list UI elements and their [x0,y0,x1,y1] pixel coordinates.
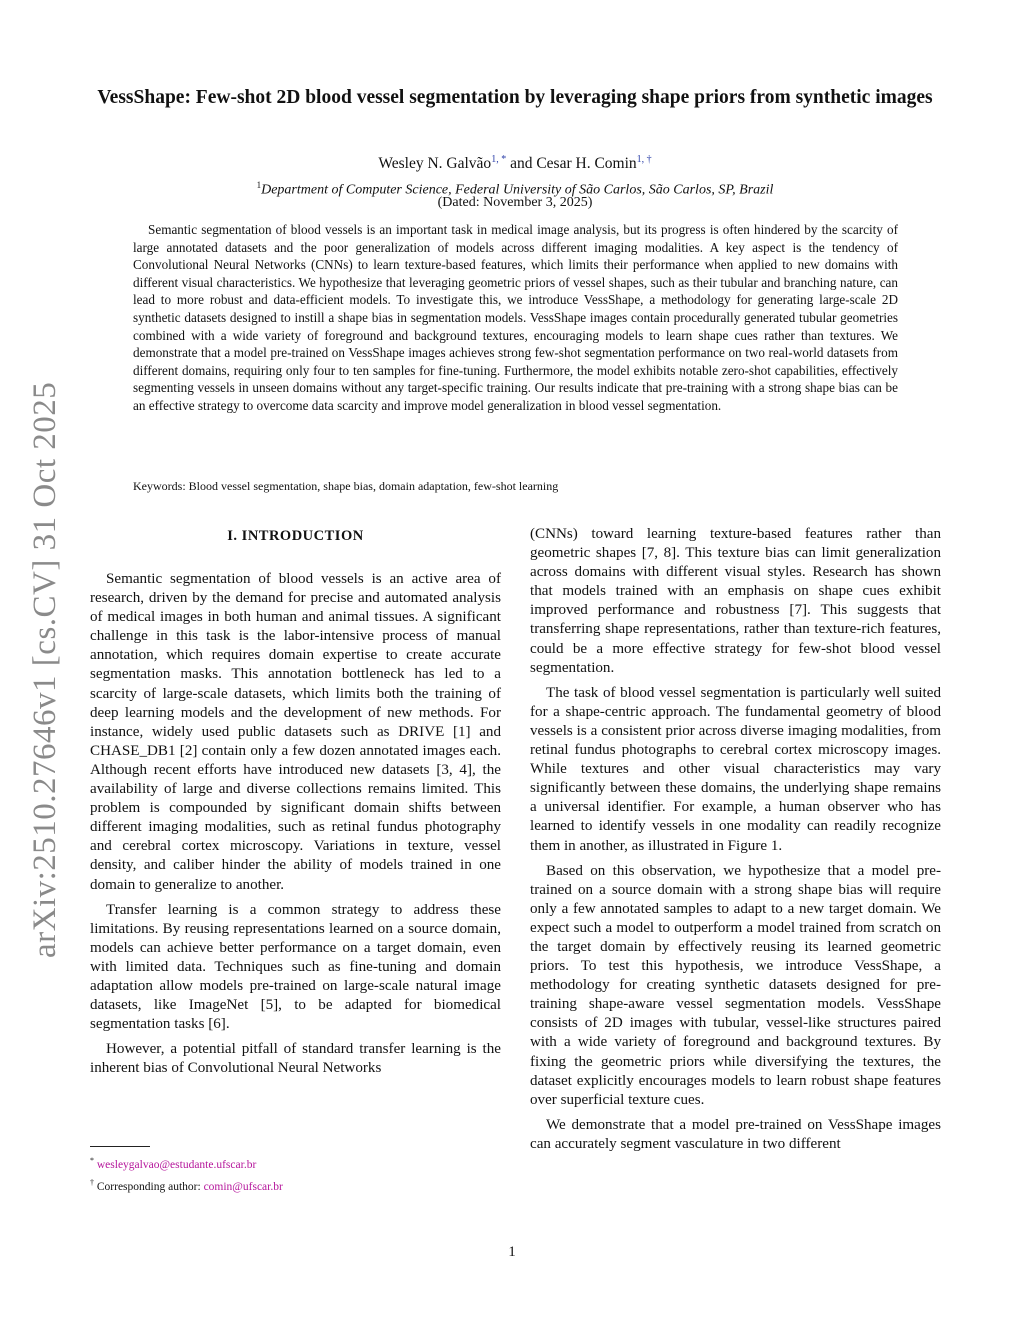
right-column [530,525,941,1160]
affiliation-text: Department of Computer Science, Federal University of São Carlos, São Carlos, SP, Brazil [261,182,774,198]
footnote-mark: † [90,1177,94,1187]
paragraph: We demonstrate that a model pre-trained on VessShape images can accurately segment vasculature in two different [530,1116,941,1152]
keywords: Keywords: Blood vessel segmentation, shape bias, domain adaptation, few-shot learning [133,479,559,493]
footnote [90,1152,501,1174]
paragraph: Semantic segmentation of blood vessels is an active area of research, driven by the demand for precise and automated analysis of medical images in both human and animal tissues. A significant challenge in this task is the labor-intensive process of manual annotation, which requires domain expertise to create accurate segmentation masks. This annotation bottleneck has led to a scarcity of large-scale datasets, which limits both the training of deep learning models and the development of new methods. For instance, widely used public datasets such as DRIVE [1] and CHASE_DB1 [2] contain only a few dozen annotated images each. Although recent efforts have introduced new datasets [3, 4], the availability of large and diverse collections remains limited. This problem is compounded by significant domain shifts between different imaging modalities, such as retinal fundus photography and cerebral cortex microscopy. Variations in texture, vessel density, and caliber hinder the ability of models trained in one domain to generalize to another. [90,571,501,893]
paragraph: (CNNs) toward learning texture-based features rather than geometric shapes [7, 8]. This texture bias can limit generalization across domains with different visual styles. Research has shown that models trained with an emphasis on shape cues exhibit improved performance and robustness [7]. This suggests that transferring shape representations, rather than texture-rich features, could be a more effective strategy for few-shot blood vessel segmentation. [530,526,941,676]
email-link[interactable]: comin@ufscar.br [203,1180,283,1193]
affiliation-mark: 1 [256,180,262,190]
arxiv-identifier: arXiv:2510.27646v1 [cs.CV] 31 Oct 2025 [27,381,63,958]
author-conjunction: and [510,155,533,173]
author-name: Cesar H. Comin [536,155,637,173]
section-heading: I. INTRODUCTION [227,528,364,544]
left-column [90,525,501,1084]
footnote [90,1174,501,1196]
paragraph: Based on this observation, we hypothesize that a model pre-trained on a source domain with a strong shape bias will require only a few annotated samples to adapt to a new target domain. We expect such a model to outperform a model trained from scratch on the target domain by effectively reusing its learned geometric priors. To test this hypothesis, we introduce VessShape, a methodology for creating synthetic datasets designed for pre-training shape-aware vessel segmentation models. VessShape consists of 2D images with tubular, vessel-like structures paired with a wide variety of foreground and background textures. By fixing the geometric priors while diversifying the textures, the dataset explicitly encourages models to learn robust shape features over superficial texture cues. [530,862,941,1108]
author-name: Wesley N. Galvão [378,155,492,173]
footnote-label: Corresponding author: [96,1180,201,1193]
author-marks[interactable]: 1, † [636,154,652,165]
paragraph: The task of blood vessel segmentation is particularly well suited for a shape-centric approach. The fundamental geometry of blood vessels is a consistent prior across diverse imaging modalities, from retinal fundus photographs to cerebral cortex microscopy images. While textures and other visual characteristics may vary significantly between these domains, the underlying shape remains a universal identifier. For example, a human observer who has learned to identify vessels in one modality can readily recognize them in another, as illustrated in Figure 1. [530,684,941,854]
footnote-mark: * [90,1156,94,1165]
footnote-rule [90,1146,150,1147]
footnotes [90,1152,501,1196]
email-link[interactable]: wesleygalvao@estudante.ufscar.br [96,1158,257,1171]
paper-title: VessShape: Few-shot 2D blood vessel segmentation by leveraging shape priors from synthetic images [97,87,933,108]
author-marks[interactable]: 1, * [491,154,507,165]
paragraph: However, a potential pitfall of standard transfer learning is the inherent bias of Convolutional Neural Networks [90,1041,501,1077]
paragraph: Transfer learning is a common strategy to address these limitations. By reusing representations learned on a source domain, models can achieve better performance on a target domain, even with limited data. Techniques such as fine-tuning and domain adaptation allow models pre-trained on large-scale natural image datasets, like ImageNet [5], to be adapted for biomedical segmentation tasks [6]. [90,901,501,1033]
abstract: Semantic segmentation of blood vessels is an important task in medical image analysis, but its progress is often hindered by the scarcity of large annotated datasets and the poor generalization of models across different imaging modalities. A key aspect is the tendency of Convolutional Neural Networks (CNNs) to learn texture-based features, which limits their performance when applied to new domains with different visual characteristics. We hypothesize that leveraging geometric priors of vessel shapes, such as their tubular and branching nature, can lead to more robust and data-efficient models. To investigate this, we introduce VessShape, a methodology for generating large-scale 2D synthetic datasets designed to instill a shape bias in segmentation models. VessShape images contain procedurally generated tubular geometries combined with a wide variety of foreground and background textures, encouraging models to learn shape cues rather than textures. We demonstrate that a model pre-trained on VessShape images achieves strong few-shot segmentation performance on two real-world datasets from different domains, requiring only four to ten samples for fine-tuning. Furthermore, the model exhibits notable zero-shot capabilities, effectively segmenting vessels in unseen domains without any target-specific training. Our results indicate that pre-training with a strong shape bias can be an effective strategy to overcome data scarcity and improve model generalization in blood vessel segmentation. [133,222,898,413]
date-line: (Dated: November 3, 2025) [437,195,593,210]
author-line [90,150,940,174]
page-number: 1 [508,1244,516,1260]
